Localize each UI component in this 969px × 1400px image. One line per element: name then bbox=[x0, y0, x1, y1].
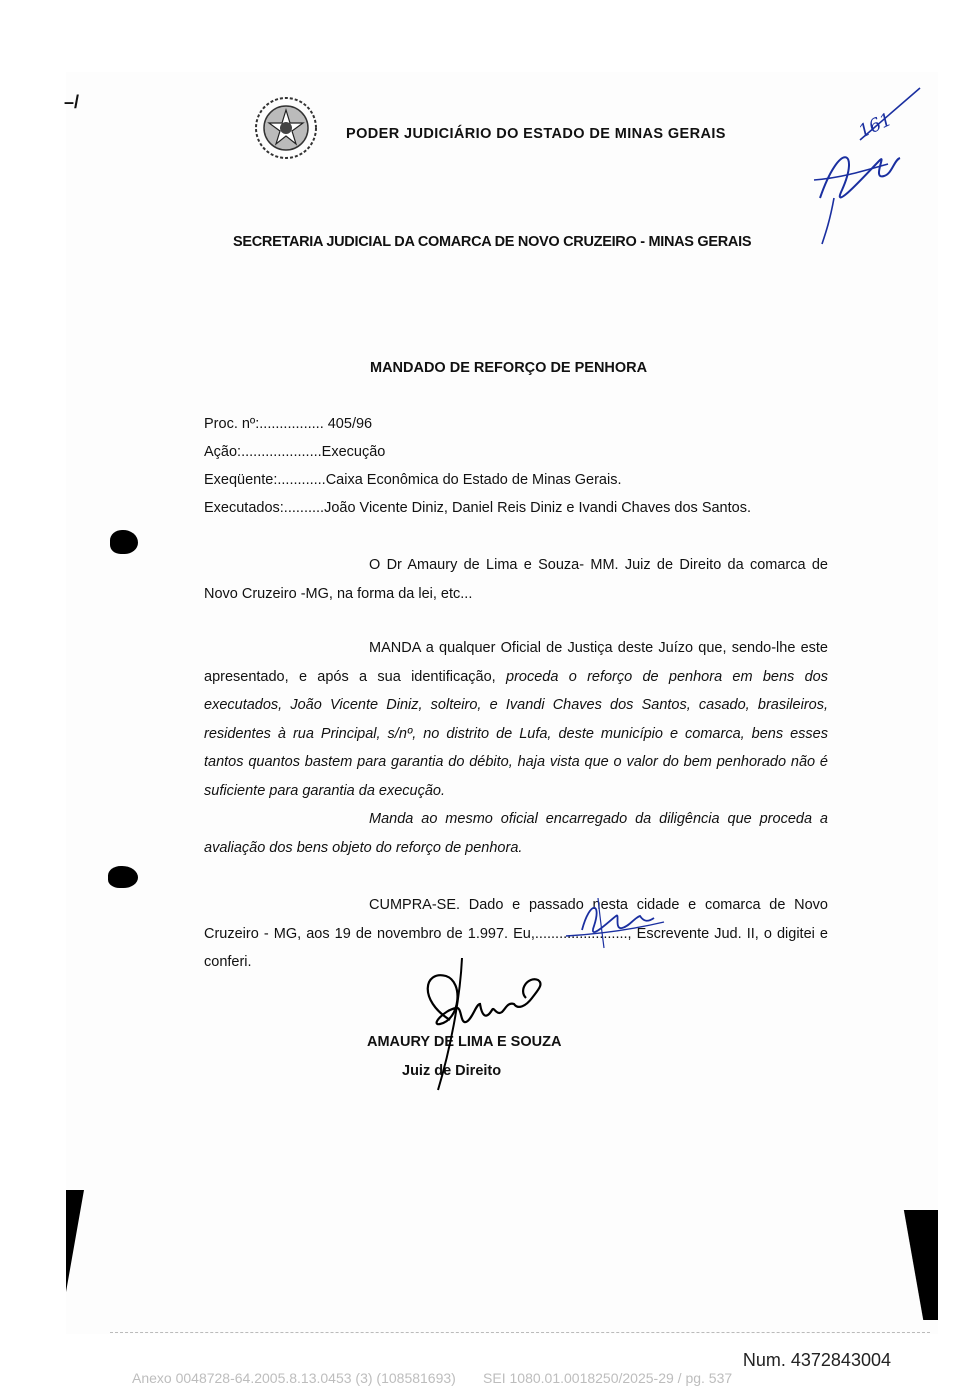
document-title: MANDADO DE REFORÇO DE PENHORA bbox=[370, 360, 648, 376]
page-number-stamp bbox=[800, 80, 930, 250]
scribe-initials bbox=[560, 892, 670, 952]
document-number: Num. 4372843004 bbox=[742, 1350, 891, 1370]
field-claimant: Exeqüente:............Caixa Econômica do Estado de Minas Gerais. bbox=[204, 472, 622, 488]
margin-mark: –/ bbox=[64, 92, 80, 112]
coat-of-arms-seal bbox=[254, 96, 318, 160]
scan-bottom-edge bbox=[110, 1332, 930, 1333]
order-second-text: Manda ao mesmo oficial encarregado da diligência que proceda a avaliação dos bens objeto do reforço de penhora. bbox=[204, 811, 828, 856]
scan-shadow-left bbox=[66, 1190, 92, 1330]
signatory-name: AMAURY DE LIMA E SOUZA bbox=[367, 1034, 562, 1050]
field-defendants: Executados:..........João Vicente Diniz, Daniel Reis Diniz e Ivandi Chaves dos Santos. bbox=[204, 500, 751, 516]
closing-text: CUMPRA-SE. Dado e passado nesta cidade e comarca de Novo Cruzeiro - MG, aos 19 de novembro de 1.997. Eu,......................., Escrevente Jud. II, o digitei e conferi. bbox=[204, 897, 828, 970]
field-process-number: Proc. nº:................ 405/96 bbox=[204, 416, 373, 432]
field-action: Ação:....................Execução bbox=[204, 444, 386, 460]
judge-signature bbox=[410, 950, 560, 1095]
order-paragraph bbox=[204, 634, 828, 862]
intro-text: O Dr Amaury de Lima e Souza- MM. Juiz de Direito da comarca de Novo Cruzeiro -MG, na forma da lei, etc... bbox=[204, 557, 828, 602]
hole-punch-mark-bottom bbox=[108, 866, 138, 888]
intro-paragraph bbox=[204, 551, 828, 608]
hole-punch-mark-top bbox=[110, 530, 138, 554]
annex-reference: Anexo 0048728-64.2005.8.13.0453 (3) (108581693) SEI 1080.01.0018250/2025-29 / pg. 537 bbox=[132, 1370, 733, 1386]
secretaria-header: SECRETARIA JUDICIAL DA COMARCA DE NOVO CRUZEIRO - MINAS GERAIS bbox=[233, 234, 752, 250]
order-italic-text: proceda o reforço de penhora em bens dos executados, João Vicente Diniz, solteiro, e Ivandi Chaves dos Santos, casado, brasileiros, residentes à rua Principal, s/nº, no distrito de Lufa, deste município e comarca, bens esses tantos quantos bastem para garantia do débito, haja vista que o valor do bem penhorado não é suficiente para garantia da execução. bbox=[204, 668, 828, 799]
page-stamp-number: 161 bbox=[855, 108, 896, 143]
order-text: MANDA a qualquer Oficial de Justiça deste Juízo que, sendo-lhe este apresentado, e após a sua identificação, bbox=[204, 640, 828, 685]
scan-shadow-right bbox=[900, 1210, 938, 1320]
institution-header: PODER JUDICIÁRIO DO ESTADO DE MINAS GERAIS bbox=[346, 126, 726, 142]
signatory-role: Juiz de Direito bbox=[402, 1063, 502, 1079]
